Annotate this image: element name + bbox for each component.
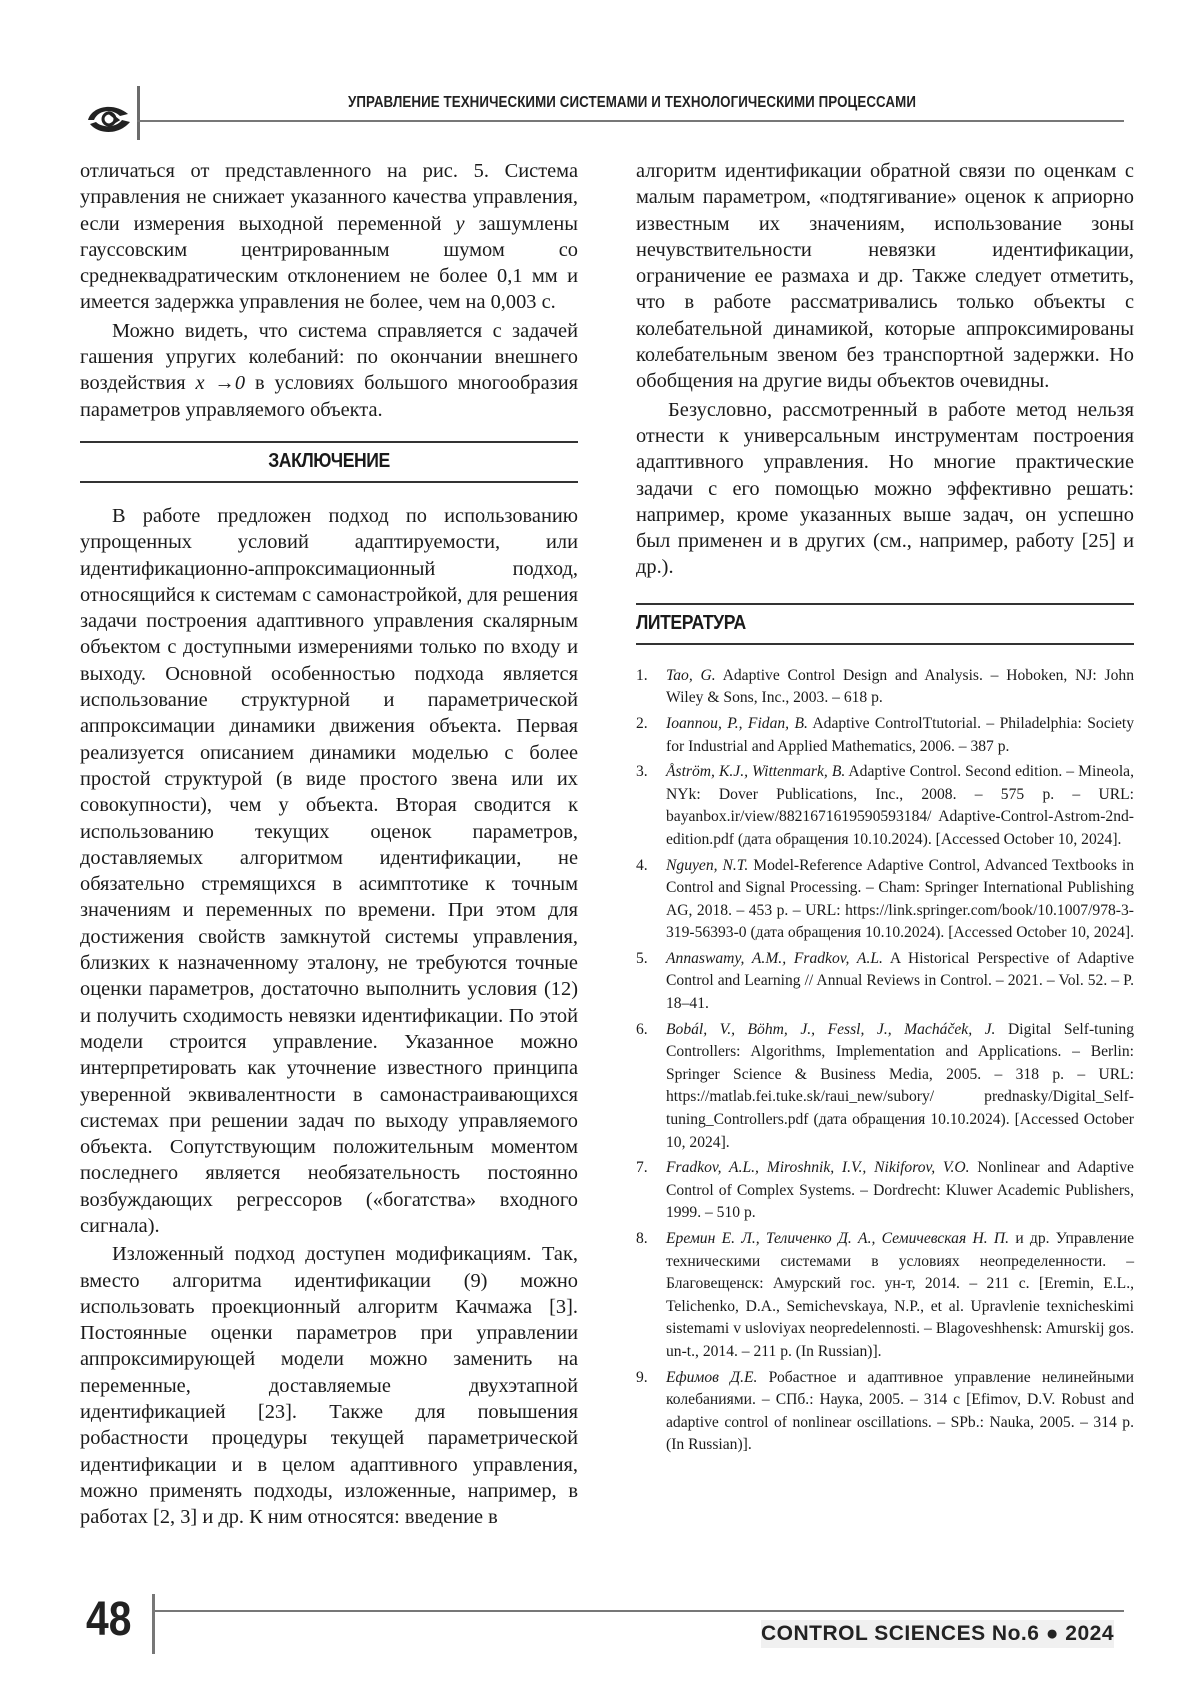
section-title-references: ЛИТЕРАТУРА (636, 611, 746, 634)
paragraph: В работе предложен подход по использованию упрощенных условий адаптируемости, или идентификационно-аппроксимационный подход, относящийся к системам с самонастройкой, для решения задачи построения адаптивного управления скалярным объектом с доступными измерениями только по входу и выходу. Основной особенностью подхода является использование структурной и параметрической аппроксимации динамики движения объекта. Первая реализуется описанием динамики моделью с более простой структурой (в виде простого звена или их совокупности), чем у объекта. Вторая сводится к использованию текущих оценок параметров, доставляемых алгоритмом идентификации, не обязательно стремящихся в асимптотике к точным значениям и переменных по времени. При этом для достижения свойств замкнутой системы управления, близких к назначенному эталону, не требуются точные оценки параметров, достаточно выполнить условия (12) и получить сходимость невязки идентификации. По этой модели строится управление. Указанное можно интерпретировать как уточнение известного принципа уверенной эквивалентности в самонастраивающихся системах при решении задач по выходу управляемого объекта. Сопутствующим положительным моментом последнего является необязательность постоянно возбуждающих регрессоров («богатства» входного сигнала). (80, 504, 578, 1237)
variable-y: y (455, 212, 465, 235)
reference-item: 6. Bobál, V., Böhm, J., Fessl, J., Macháček, J. Digital Self-tuning Controllers: Algorithms, Implementation and Applications. – Berlin: Springer Science & Business Media, 2005. – 318 p. – URL: https://matlab.fei.tuke.sk/raui_new/subory/ prednasky/Digital_Self-tuning_Controllers.pdf (дата обращения 10.10.2024). [Accessed October 10, 2024]. (636, 1020, 1134, 1151)
paragraph: Можно видеть, что система справляется с задачей гашения упругих колебаний: по окончании внешнего воздействия x →0 в условиях большого многообразия параметров управляемого объекта. (80, 319, 578, 421)
reference-item: 2. Ioannou, P., Fidan, B. Adaptive ControlTtutorial. – Philadelphia: Society for Industrial and Applied Mathematics, 2006. – 387 p. (636, 714, 1134, 755)
right-column (636, 158, 1134, 1460)
reference-list (636, 665, 1134, 1457)
reference-item: 9. Ефимов Д.Е. Робастное и адаптивное управление нелинейными колебаниями. – СПб.: Наука, 2005. – 314 с [Efimov, D.V. Robust and adaptive control of nonlinear oscillations. – SPb.: Nauka, 2005. – 314 p. (In Russian)]. (636, 1368, 1134, 1454)
reference-item: 7. Fradkov, A.L., Miroshnik, I.V., Nikiforov, V.O. Nonlinear and Adaptive Control of Complex Systems. – Dordrecht: Kluwer Academic Publishers, 1999. – 510 p. (636, 1159, 1134, 1222)
paragraph: алгоритм идентификации обратной связи по оценкам с малым параметром, «подтягивание» оценок к априорно известным их значениям, использование зоны нечувствительности невязки идентификации, ограничение ее размаха и др. Также следует отметить, что в работе рассматривались только объекты с колебательной динамикой, которые аппроксимированы колебательным звеном без транспортной задержки. Но обобщения на другие виды объектов очевидны. (636, 160, 1134, 393)
header-rule (137, 120, 1124, 122)
section-heading (636, 603, 1134, 645)
section-heading (80, 441, 578, 483)
paragraph: отличаться от представленного на рис. 5. Система управления не снижает указанного качества управления, если измерения выходной переменной y зашумлены гауссовским центрированным шумом со среднеквадратическим отклонением не более 0,1 мм и имеется задержка управления не более, чем на 0,003 с. (80, 160, 578, 314)
paragraph: Безусловно, рассмотренный в работе метод нельзя отнести к универсальным инструментам построения адаптивного управления. Но многие практические задачи с его помощью можно эффективно решать: например, кроме указанных выше задач, он успешно был применен и в других (см., например, работу [25] и др.). (636, 398, 1134, 579)
page-number: 48 (86, 1593, 132, 1646)
journal-logo-icon (84, 98, 134, 138)
section-title-conclusion: ЗАКЛЮЧЕНИЕ (268, 449, 390, 472)
reference-item: 1. Tao, G. Adaptive Control Design and Analysis. – Hoboken, NJ: John Wiley & Sons, Inc., 2003. – 618 p. (636, 666, 1135, 707)
reference-item: 4. Nguyen, N.T. Model-Reference Adaptive Control, Advanced Textbooks in Control and Signal Processing. – Cham: Springer International Publishing AG, 2018. – 453 p. – URL: https://link.springer.com/book/10.1007/978-3-319-56393-0 (дата обращения 10.10.2024). [Accessed October 10, 2024]. (636, 856, 1134, 942)
reference-item: 8. Еремин Е. Л., Теличенко Д. А., Семичевская Н. П. и др. Управление техническими системами в условиях неопределенности. – Благовещенск: Амурский гос. ун-т, 2014. – 211 с. [Eremin, E.L., Telichenko, D.A., Semichevskaya, N.P., et al. Upravlenie texnicheskimi sistemami v usloviyax neopredelennosti. – Blagoveshhensk: Amurskij gos. un-t., 2014. – 211 p. (In Russian)]. (636, 1230, 1135, 1360)
running-header-title: УПРАВЛЕНИЕ ТЕХНИЧЕСКИМИ СИСТЕМАМИ И ТЕХНОЛОГИЧЕСКИМИ ПРОЦЕССАМИ (347, 94, 917, 111)
math-expression: x →0 (195, 372, 246, 395)
left-column (80, 158, 578, 1531)
reference-item: 5. Annaswamy, A.M., Fradkov, A.L. A Historical Perspective of Adaptive Control and Learning // Annual Reviews in Control. – 2021. – Vol. 52. – P. 18–41. (636, 949, 1134, 1013)
footer-divider (152, 1594, 155, 1654)
header-divider (137, 86, 140, 140)
journal-issue: CONTROL SCIENCES No.6 ● 2024 (761, 1620, 1114, 1648)
footer-rule (152, 1610, 1124, 1612)
running-footer (76, 1592, 1124, 1664)
reference-item: 3. Åström, K.J., Wittenmark, B. Adaptive Control. Second edition. – Mineola, NYk: Dover Publications, Inc., 2008. – 575 p. – URL: bayanbox.ir/view/8821671619590593184/ Adaptive-Control-Astrom-2nd-edition.pdf (дата обращения 10.10.2024). [Accessed October 10, 2024]. (636, 763, 1134, 848)
running-header (76, 78, 1124, 138)
paragraph: Изложенный подход доступен модификациям. Так, вместо алгоритма идентификации (9) можно использовать проекционный алгоритм Качмажа [3]. Постоянные оценки параметров при управлении аппроксимирующей модели можно заменить на переменные, доставляемые двухэтапной идентификацией [23]. Также для повышения робастности процедуры текущей параметрической идентификации и в целом адаптивного управления, можно применять подходы, изложенные, например, в работах [2, 3] и др. К ним относятся: введение в (80, 1243, 578, 1529)
